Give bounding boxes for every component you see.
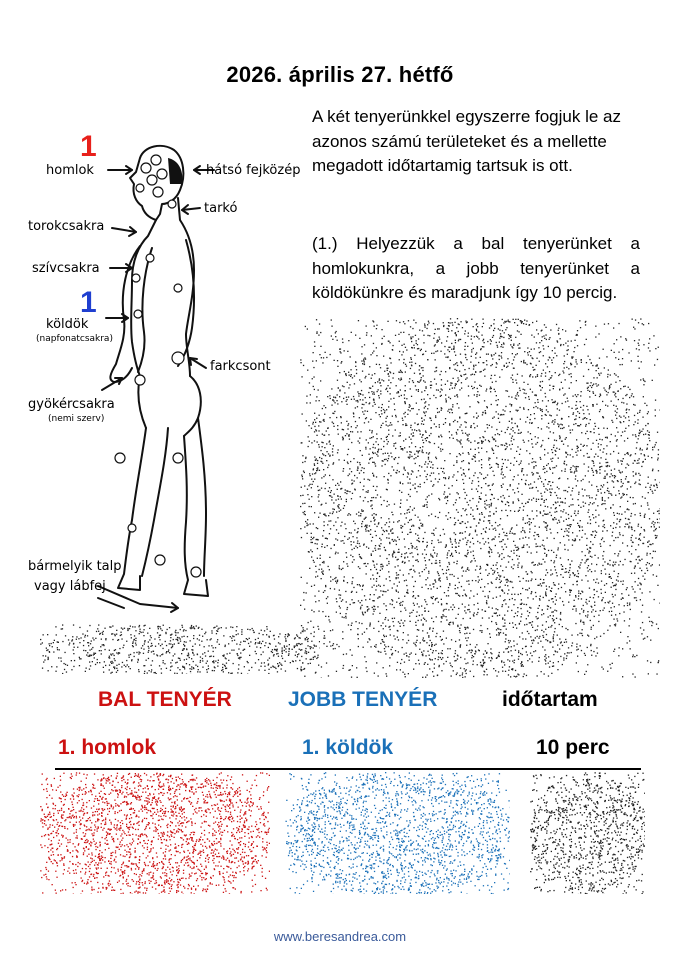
noise-texture-red [40, 772, 270, 894]
footer-website: www.beresandrea.com [273, 929, 407, 944]
noise-texture-black [530, 772, 645, 894]
row-right-10-perc: 10 perc [536, 736, 610, 759]
label-gyokercsakra-sub: (nemi szerv) [48, 414, 105, 424]
blue-number-one: 1 [80, 286, 97, 319]
label-homlok: homlok [46, 163, 94, 178]
label-koldok-sub: (napfonatcsakra) [36, 334, 113, 344]
label-koldok: köldök [46, 317, 89, 332]
noise-texture-strip [40, 624, 320, 674]
label-vagy-labfej: vagy lábfej [34, 579, 106, 594]
label-farkcsont: farkcsont [210, 359, 271, 374]
label-hatso-fejkozep: hátsó fejközép [206, 163, 301, 178]
label-torokcsakra: torokcsakra [28, 219, 105, 234]
table-divider [55, 768, 641, 770]
row-left-homlok: 1. homlok [58, 736, 157, 759]
body-outline-drawing [28, 128, 308, 626]
row-middle-koldok: 1. köldök [302, 736, 394, 759]
label-barmelyik-talp: bármelyik talp [28, 559, 122, 574]
label-gyokercsakra: gyökércsakra [28, 397, 115, 412]
noise-texture-right [300, 318, 660, 678]
header-bal-tenyer: BAL TENYÉR [98, 688, 232, 711]
label-tarko: tarkó [204, 201, 238, 216]
header-idotartam: időtartam [502, 688, 598, 711]
instruction-paragraph: (1.) Helyezzük a bal tenyerünket a homlokunkra, a jobb tenyerünket a köldökünkre és maradjunk így 10 percig. [312, 234, 640, 302]
intro-paragraph: A két tenyerünkkel egyszerre fogjuk le az azonos számú területeket és a mellette megadott időtartamig tartsuk is ott. [312, 107, 621, 175]
noise-texture-blue [285, 772, 510, 894]
header-jobb-tenyer: JOBB TENYÉR [288, 688, 438, 711]
red-number-one: 1 [80, 130, 97, 163]
body-chart-figure [28, 128, 308, 626]
page-title: 2026. április 27. hétfő [226, 62, 454, 87]
label-szivcsakra: szívcsakra [32, 261, 100, 276]
